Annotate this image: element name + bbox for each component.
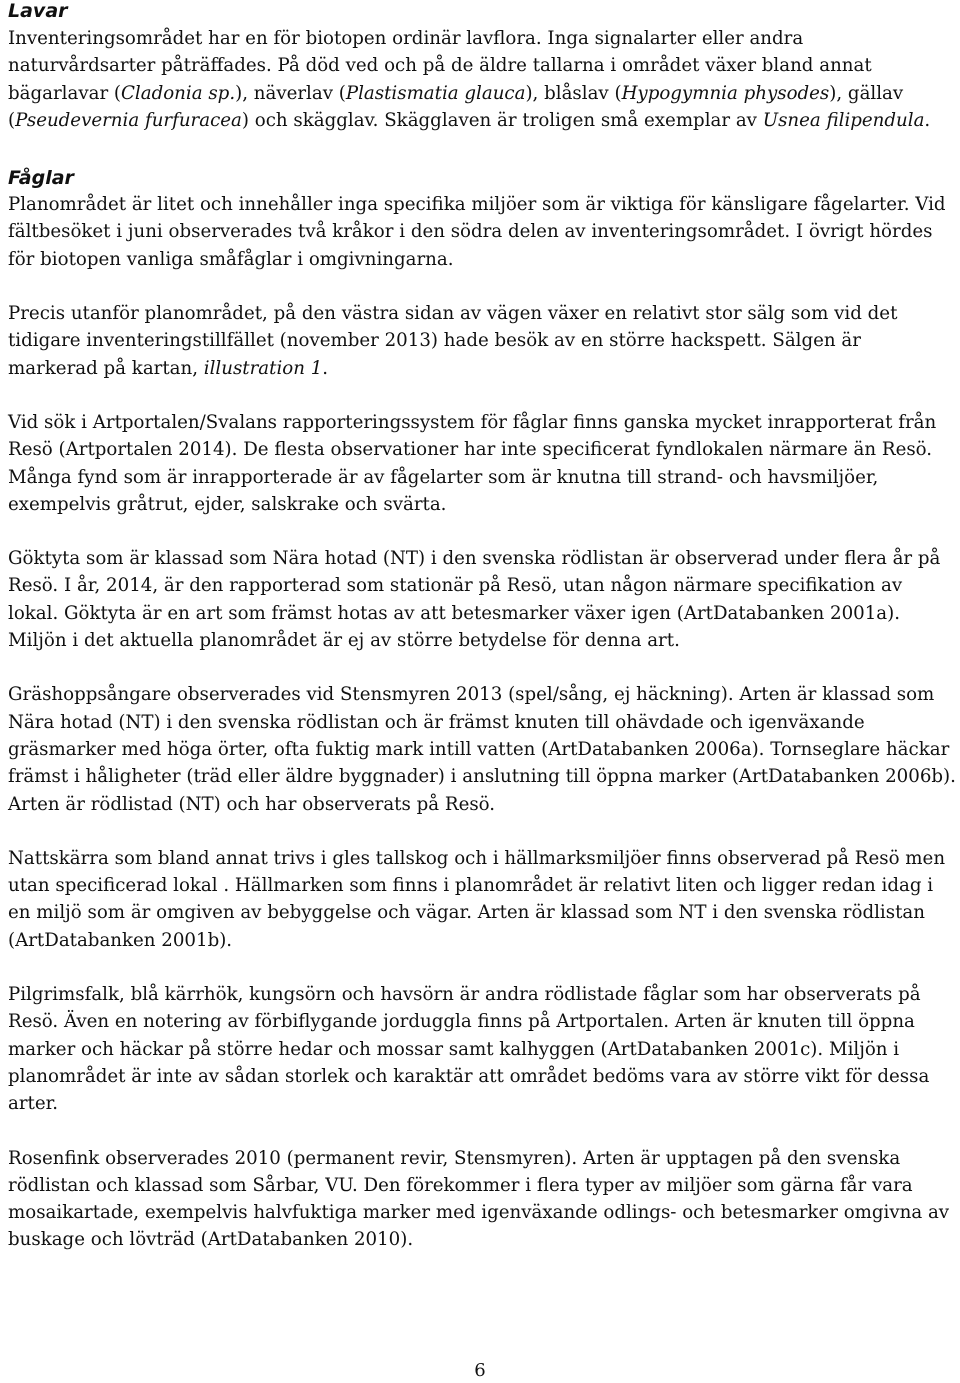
text-run: Inventeringsområdet har en för biotopen ordinär lavflora. Inga signalarter eller andra naturvårdsarter påträffades. På död ved och på de äldre tallarna i området växer bland annat bägarlavar ( [8, 28, 872, 104]
species-name: Hypogymnia physodes [621, 82, 830, 104]
figure-reference-link[interactable]: illustration 1 [203, 357, 323, 379]
faglar-paragraph-5: Gräshoppsångare observerades vid Stensmyren 2013 (spel/sång, ej häckning). Arten är klassad som Nära hotad (NT) i den svenska rödlistan och är främst knuten till ohävdade och igenväxande gräsmarker med höga örter, ofta fuktig mark intill vatten (ArtDatabanken 2006a). Tornseglare häckar främst i håligheter (träd eller äldre byggnader) i anslutning till öppna marker (ArtDatabanken 2006b). Arten är rödlistad (NT) och har observerats på Resö. [8, 684, 956, 815]
text-run: . [924, 109, 931, 131]
faglar-paragraph-1: Planområdet är litet och innehåller inga specifika miljöer som är viktiga för känsligare fågelarter. Vid fältbesöket i juni observerades två kråkor i den södra delen av inventeringsområdet. I övrigt hördes för biotopen vanliga småfåglar i omgivningarna. [8, 194, 946, 270]
faglar-paragraph-8: Rosenfink observerades 2010 (permanent revir, Stensmyren). Arten är upptagen på den svenska rödlistan och klassad som Sårbar, VU. Den förekommer i flera typer av miljöer som gärna får vara mosaikartade, exempelvis halvfuktiga marker med igenväxande odlings- och betesmarker omgivna av buskage och lövträd (ArtDatabanken 2010). [8, 1147, 950, 1251]
section-heading-faglar: Fåglar [8, 167, 74, 190]
text-run: . [322, 357, 329, 379]
species-name: Usnea filipendula [762, 109, 925, 131]
faglar-paragraph-4: Göktyta som är klassad som Nära hotad (NT) i den svenska rödlistan är observerad under flera år på Resö. I år, 2014, är den rapporterad som stationär på Resö, utan någon närmare specifikation av lokal. Göktyta är en art som främst hotas av att betesmarker växer igen (ArtDatabanken 2001a). Miljön i det aktuella planområdet är ej av större betydelse för denna art. [8, 548, 941, 652]
lavar-paragraph-1 [8, 25, 956, 134]
page-number: 6 [474, 1360, 486, 1381]
section-heading-lavar: Lavar [8, 0, 68, 22]
species-name: Plastismatia glauca [345, 82, 526, 104]
text-run: ), blåslav ( [525, 82, 622, 104]
species-name: Pseudevernia furfuracea [15, 109, 242, 131]
species-name: Cladonia sp. [121, 82, 236, 104]
text-run: Precis utanför planområdet, på den västra sidan av vägen växer en relativt stor sälg som vid det tidigare inventeringstillfället (november 2013) hade besök av en större hackspett. Sälgen är markerad på kartan, [8, 303, 898, 379]
text-run: ), gällav ( [8, 82, 904, 131]
faglar-paragraph-7: Pilgrimsfalk, blå kärrhök, kungsörn och havsörn är andra rödlistade fåglar som har observerats på Resö. Även en notering av förbiflygande jordugglа finns på Artportalen. Arten är knuten till öppna marker och häckar på större hedar och mossar samt kalhyggen (ArtDatabanken 2001c). Miljön i planområdet är inte av sådan storlek och karaktär att området bedöms vara av större vikt för dessa arter. [8, 984, 930, 1115]
text-run: ) och skägglav. Skägglaven är troligen små exemplar av [241, 109, 763, 131]
faglar-paragraph-2 [8, 300, 956, 382]
faglar-paragraph-3: Vid sök i Artportalen/Svalans rapporteringssystem för fåglar finns ganska mycket inrapporterat från Resö (Artportalen 2014). De flesta observationer har inte specificerat fyndlokalen närmare än Resö. Många fynd som är inrapporterade är av fågelarter som är knutna till strand- och havsmiljöer, exempelvis gråtrut, ejder, salskrake och svärta. [8, 411, 937, 515]
document-page [8, 0, 956, 1254]
faglar-paragraph-6: Nattskärra som bland annat trivs i gles tallskog och i hällmarksmiljöer finns observerad på Resö men utan specificerad lokal . Hällmarken som finns i planområdet är relativt liten och ligger redan idag i en miljö som är omgiven av bebyggelse och vägar. Arten är klassad som NT i den svenska rödlistan (ArtDatabanken 2001b). [8, 847, 946, 951]
text-run: ), näverlav ( [235, 82, 346, 104]
